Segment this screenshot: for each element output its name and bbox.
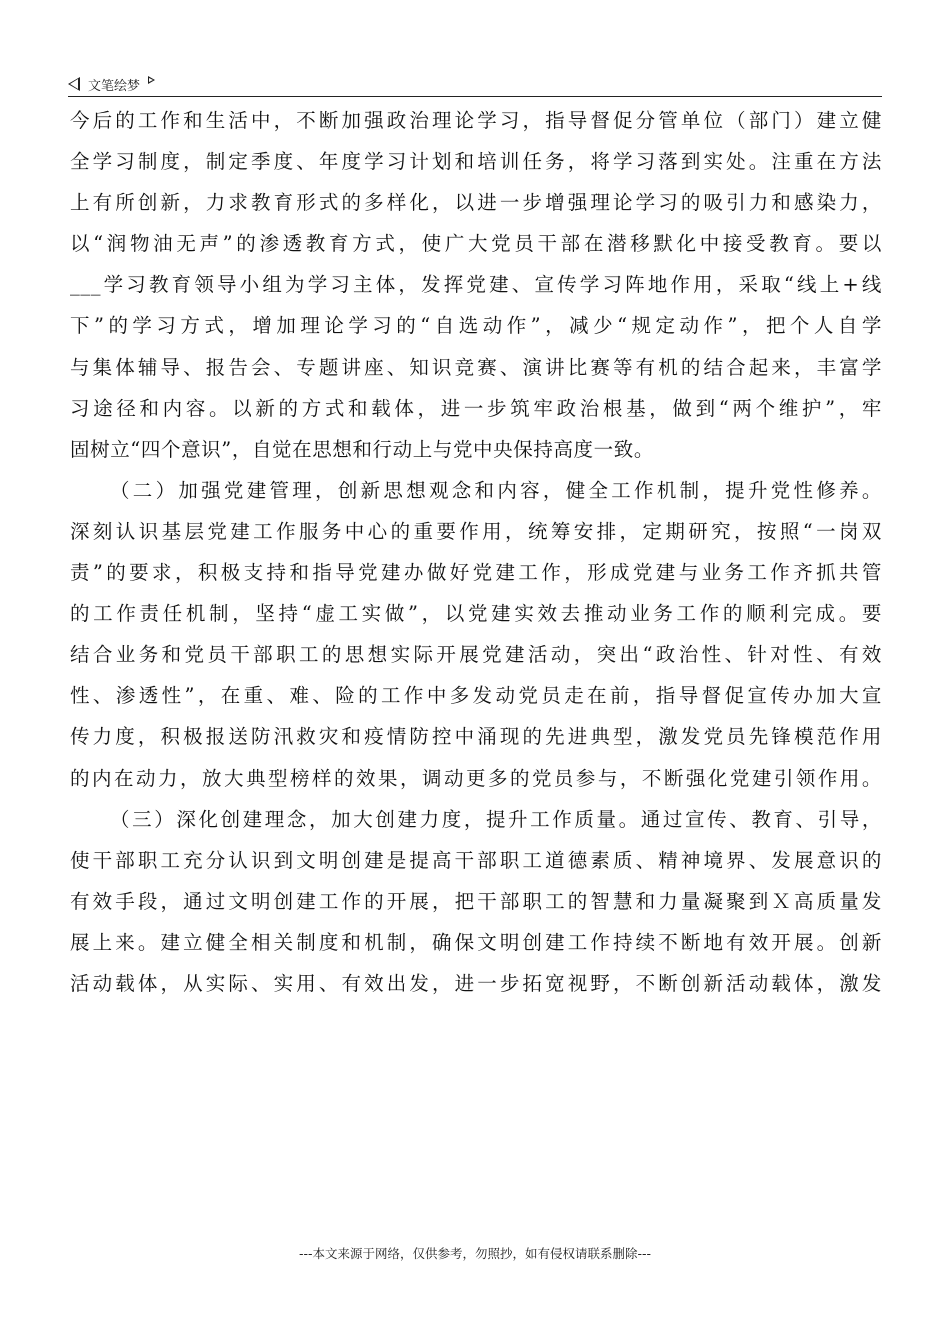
triangle-left-icon <box>68 77 80 91</box>
text-line: 以“润物油无声”的渗透教育方式，使广大党员干部在潜移默化中接受教育。要以 <box>70 232 882 256</box>
header-divider <box>68 96 882 97</box>
text-line: 有效手段，通过文明创建工作的开展，把干部职工的智慧和力量凝聚到Ｘ高质量发 <box>70 889 882 913</box>
text-line: 的工作责任机制，坚持“虚工实做”，以党建实效去推动业务工作的顺利完成。要 <box>70 602 882 626</box>
section-heading-line: （三）深化创建理念，加大创建力度，提升工作质量。通过宣传、教育、引导， <box>110 807 882 831</box>
text-line: 深刻认识基层党建工作服务中心的重要作用，统筹安排，定期研究，按照“一岗双 <box>70 519 882 543</box>
text-line: 结合业务和党员干部职工的思想实际开展党建活动，突出“政治性、针对性、有效 <box>70 643 882 667</box>
header-title: 文笔绘梦 <box>88 78 141 94</box>
triangle-right-icon <box>148 76 155 84</box>
page-footer: ---本文来源于网络，仅供参考，勿照抄，如有侵权请联系删除--- <box>298 1246 652 1261</box>
document-body <box>70 100 882 1004</box>
page-header <box>68 72 155 96</box>
text-line: 传力度，积极报送防汛救灾和疫情防控中涌现的先进典型，激发党员先锋模范作用 <box>70 725 882 749</box>
text-line: 下”的学习方式，增加理论学习的“自选动作”，减少“规定动作”，把个人自学 <box>70 314 882 338</box>
text-line: 上有所创新，力求教育形式的多样化，以进一步增强理论学习的吸引力和感染力， <box>70 191 882 215</box>
text-line: 性、渗透性”，在重、难、险的工作中多发动党员走在前，指导督促宣传办加大宣 <box>70 684 882 708</box>
text-line: ___学习教育领导小组为学习主体，发挥党建、宣传学习阵地作用，采取“线上+线 <box>70 273 882 297</box>
text-line: 全学习制度，制定季度、年度学习计划和培训任务，将学习落到实处。注重在方法 <box>70 150 882 174</box>
text-line: 与集体辅导、报告会、专题讲座、知识竞赛、演讲比赛等有机的结合起来，丰富学 <box>70 355 882 379</box>
text-line: 展上来。建立健全相关制度和机制，确保文明创建工作持续不断地有效开展。创新 <box>70 930 882 954</box>
text-line: 责”的要求，积极支持和指导党建办做好党建工作，形成党建与业务工作齐抓共管 <box>70 561 882 585</box>
section-heading-line: （二）加强党建管理，创新思想观念和内容，健全工作机制，提升党性修养。 <box>110 478 882 502</box>
text-line: 的内在动力，放大典型榜样的效果，调动更多的党员参与，不断强化党建引领作用。 <box>70 766 882 790</box>
text-line: 固树立“四个意识”，自觉在思想和行动上与党中央保持高度一致。 <box>70 437 654 461</box>
text-line: 活动载体，从实际、实用、有效出发，进一步拓宽视野，不断创新活动载体，激发 <box>70 971 882 995</box>
text-line: 使干部职工充分认识到文明创建是提高干部职工道德素质、精神境界、发展意识的 <box>70 848 882 872</box>
text-line: 习途径和内容。以新的方式和载体，进一步筑牢政治根基，做到“两个维护”，牢 <box>70 396 882 420</box>
text-line: 今后的工作和生活中，不断加强政治理论学习，指导督促分管单位（部门）建立健 <box>70 109 882 132</box>
